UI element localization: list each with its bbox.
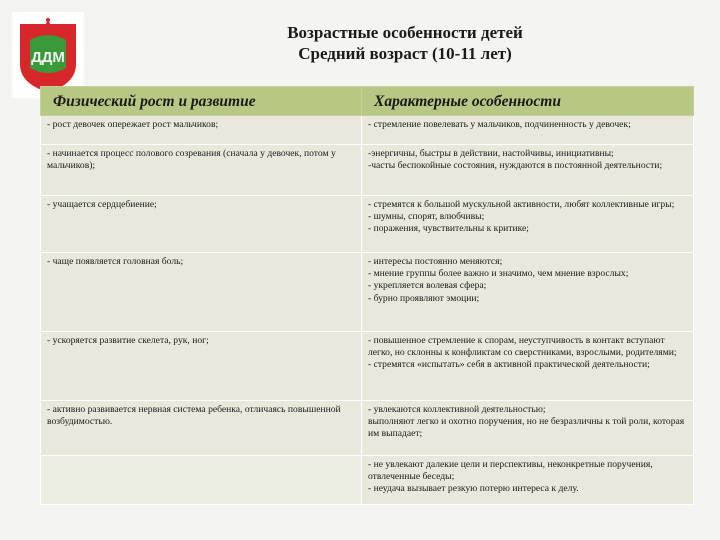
cell-text: - стремление повелевать у мальчиков, подчиненность у девочек; — [368, 119, 631, 130]
table-cell — [41, 332, 362, 401]
table-cell — [362, 145, 694, 196]
cell-text: - рост девочек опережает рост мальчиков; — [47, 119, 219, 130]
cell-text: - мнение группы более важно и значимо, чем мнение взрослых; — [368, 268, 629, 280]
cell-text: - начинается процесс полового созревания (сначала у девочек, потом у мальчиков); — [47, 148, 336, 172]
cell-text: -энергичны, быстры в действии, настойчивы, инициативны; — [368, 148, 614, 159]
table-header-row — [41, 87, 694, 116]
table-cell-empty — [41, 456, 362, 505]
table-row — [41, 196, 694, 253]
page-title — [170, 22, 640, 64]
cell-text: - не увлекают далекие цели и перспективы, неконкретные поручения, отвлеченные беседы; — [368, 459, 653, 483]
table-row — [41, 332, 694, 401]
cell-text: - чаще появляется головная боль; — [47, 256, 184, 267]
title-line-2: Средний возраст (10-11 лет) — [298, 44, 512, 63]
cell-text: - стремятся «испытать» себя в активной практической деятельности; — [368, 359, 650, 371]
cell-text: - стремятся к большой мускульной активности, любят коллективные игры; — [368, 199, 675, 210]
table-cell — [41, 116, 362, 145]
header-features: Характерные особенности — [362, 87, 694, 116]
svg-text:ДДМ: ДДМ — [31, 49, 65, 66]
cell-text: - укрепляется волевая сфера; — [368, 280, 487, 292]
table-cell — [362, 456, 694, 505]
cell-text: - повышенное стремление к спорам, неуступчивость в контакт вступают легко, но склонны к конфликтам со сверстниками, взрослыми, родителями; — [368, 335, 677, 359]
cell-text: выполняют легко и охотно поручения, но не безразличны к той роли, которая им выпадает; — [368, 416, 685, 440]
table-cell — [362, 253, 694, 332]
table-row — [41, 145, 694, 196]
table-row — [41, 456, 694, 505]
table-cell — [41, 196, 362, 253]
cell-text: - активно развивается нервная система ребенка, отличаясь повышенной возбудимостью. — [47, 404, 341, 428]
table-cell — [41, 253, 362, 332]
table-cell — [362, 332, 694, 401]
ddm-emblem-icon — [16, 16, 80, 94]
cell-text: - учащается сердцебиение; — [47, 199, 157, 210]
table-cell — [362, 401, 694, 456]
table-row — [41, 253, 694, 332]
table-cell — [41, 145, 362, 196]
cell-text: - поражения, чувствительны к критике; — [368, 223, 529, 235]
table-row — [41, 116, 694, 145]
cell-text: -часты беспокойные состояния, нуждаются в постоянной деятельности; — [368, 160, 663, 172]
header-physical: Физический рост и развитие — [41, 87, 362, 116]
cell-text: - шумны, спорят, влюбчивы; — [368, 211, 485, 223]
cell-text: - ускоряется развитие скелета, рук, ног; — [47, 335, 209, 346]
table-cell — [41, 401, 362, 456]
table-row — [41, 401, 694, 456]
title-line-1: Возрастные особенности детей — [287, 23, 523, 42]
cell-text: - увлекаются коллективной деятельностью; — [368, 404, 546, 415]
cell-text: - неудача вызывает резкую потерю интереса к делу. — [368, 483, 579, 495]
cell-text: - интересы постоянно меняются; — [368, 256, 503, 267]
table-cell — [362, 196, 694, 253]
features-table — [40, 86, 693, 505]
cell-text: - бурно проявляют эмоции; — [368, 292, 480, 304]
table-cell — [362, 116, 694, 145]
